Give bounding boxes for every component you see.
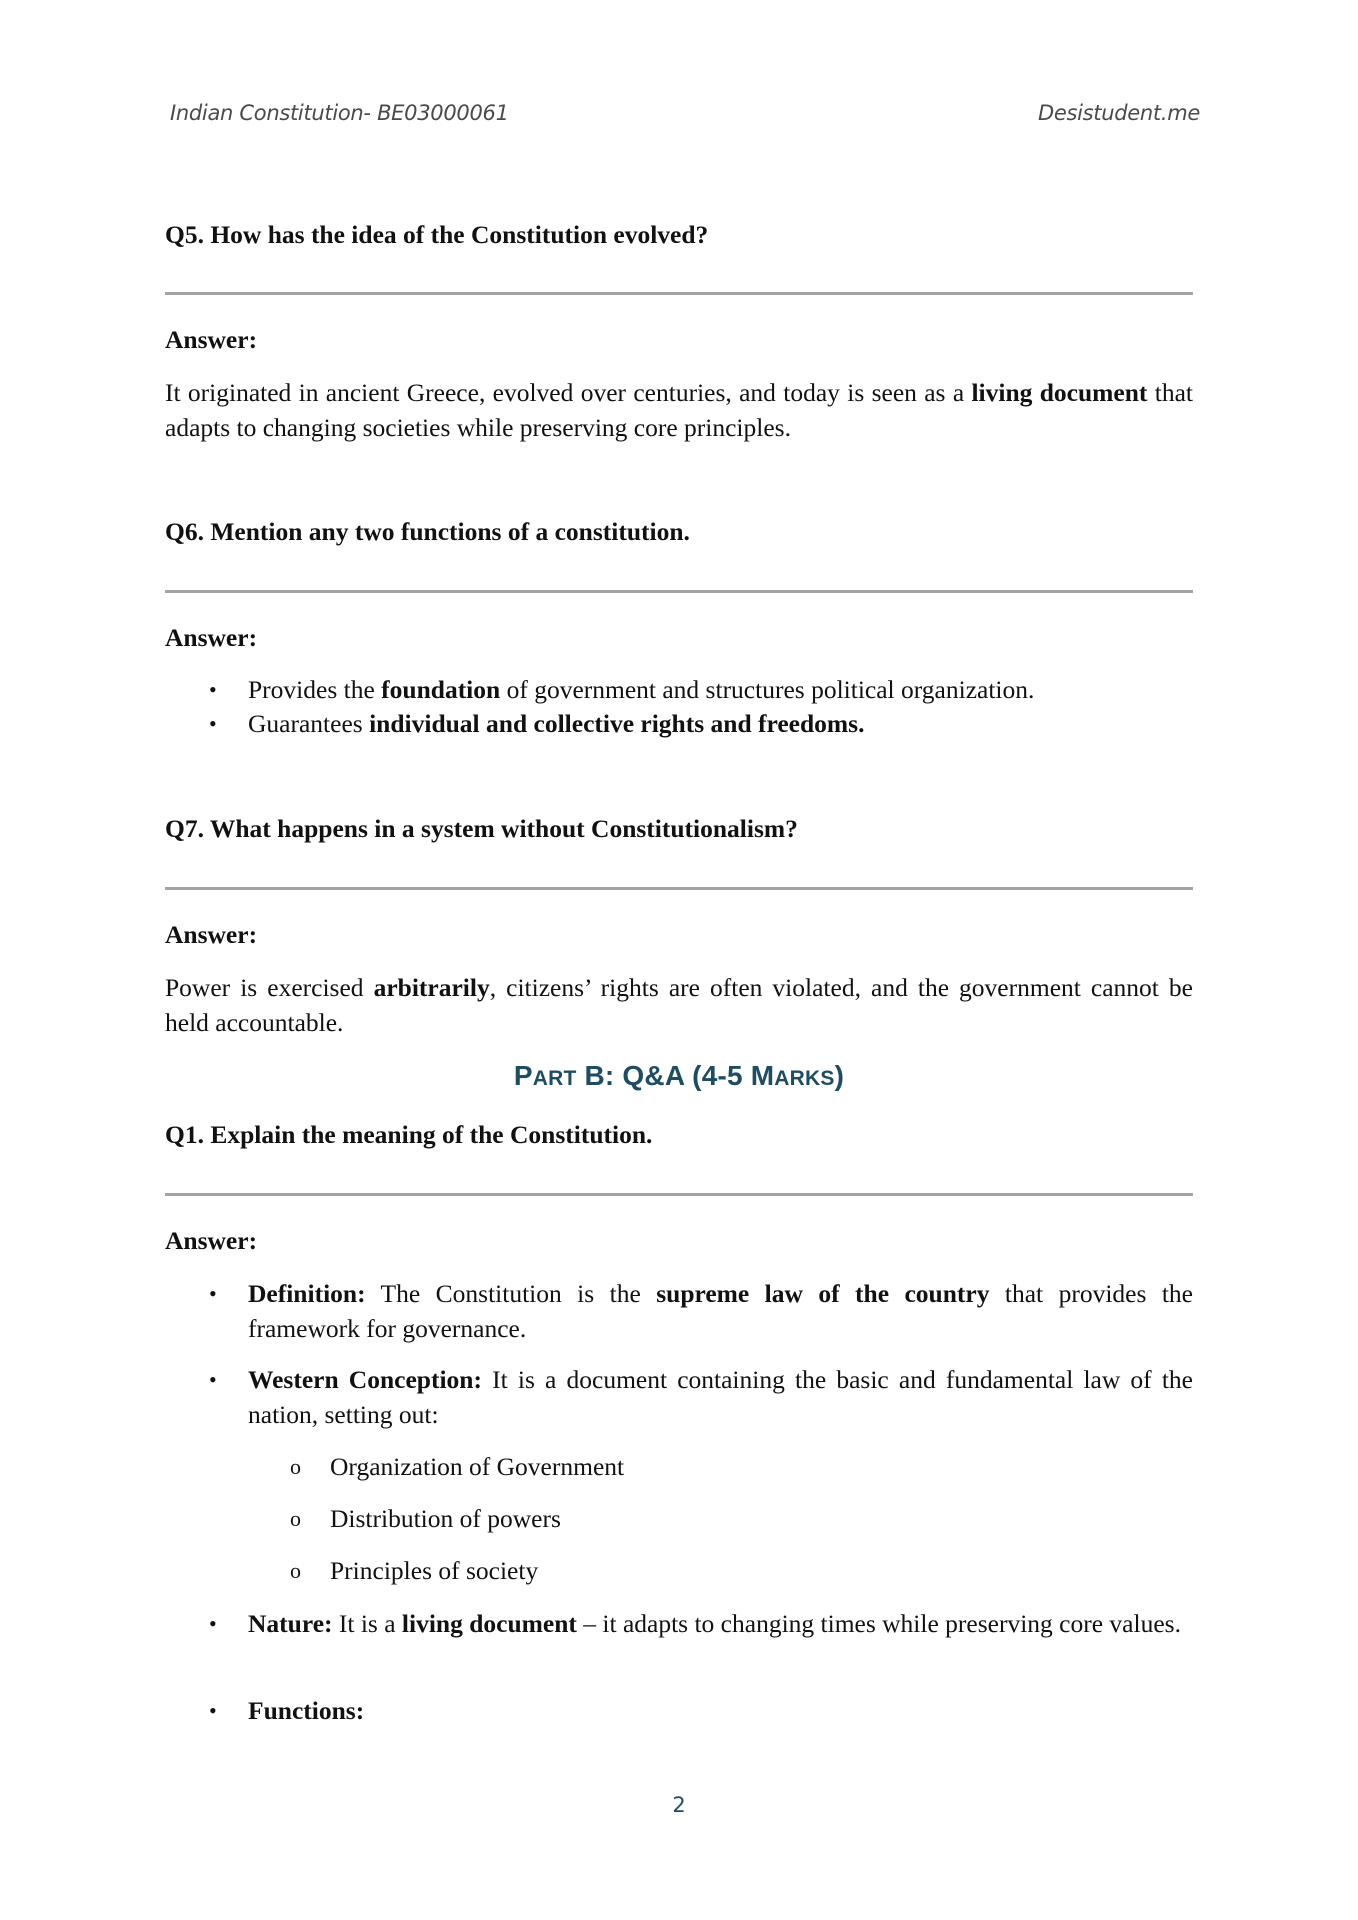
divider-rule bbox=[165, 292, 1193, 295]
divider-rule bbox=[165, 1193, 1193, 1196]
question-q7: Q7. What happens in a system without Constitutionalism? bbox=[165, 814, 798, 843]
list-item-bold: foundation bbox=[381, 675, 501, 704]
list-item-label: Western Conception: bbox=[248, 1365, 482, 1394]
list-item-text: The Constitution is the bbox=[365, 1279, 657, 1308]
list-item-bold: living document bbox=[401, 1609, 577, 1638]
list-item-definition bbox=[165, 1277, 1193, 1346]
sub-list-item-text: Principles of society bbox=[330, 1556, 539, 1585]
question-q6: Q6. Mention any two functions of a constitution. bbox=[165, 517, 690, 546]
bullet-icon: • bbox=[209, 1281, 217, 1306]
sub-list-item bbox=[165, 1502, 1193, 1537]
answer-label: Answer: bbox=[165, 623, 258, 652]
bullet-icon: • bbox=[209, 1698, 217, 1723]
list-item-western-conception bbox=[165, 1363, 1193, 1432]
list-item-text: – it adapts to changing times while preserving core values. bbox=[576, 1609, 1181, 1638]
header-course-title: Indian Constitution- BE03000061 bbox=[170, 101, 509, 125]
list-item bbox=[165, 673, 1193, 708]
list-item-text: Guarantees bbox=[248, 709, 370, 738]
list-item bbox=[165, 707, 1193, 742]
header-site-name: Desistudent.me bbox=[1038, 101, 1200, 125]
list-item-bold: supreme law of the country bbox=[656, 1279, 990, 1308]
bullet-icon: • bbox=[209, 711, 217, 736]
question-q5: Q5. How has the idea of the Constitution evolved? bbox=[165, 220, 709, 249]
list-item-bold: individual and collective rights and freedoms. bbox=[369, 709, 865, 738]
answer-text: , citizens’ rights are often violated, and the government cannot be held accountable. bbox=[165, 973, 1193, 1037]
list-item-text: It is a document containing the basic and fundamental law of the nation, setting out: bbox=[248, 1365, 1193, 1429]
sub-bullet-icon: o bbox=[290, 1558, 301, 1583]
answer-bold-text: arbitrarily bbox=[373, 973, 490, 1002]
answer-q7 bbox=[165, 971, 1193, 1040]
divider-rule bbox=[165, 590, 1193, 593]
list-item-functions bbox=[165, 1694, 1193, 1729]
list-item-text: that provides the framework for governance. bbox=[248, 1279, 1193, 1343]
list-item-text: of government and structures political organization. bbox=[500, 675, 1035, 704]
sub-list-item-text: Organization of Government bbox=[330, 1452, 625, 1481]
answer-text: that adapts to changing societies while preserving core principles. bbox=[165, 378, 1193, 442]
sub-bullet-icon: o bbox=[290, 1506, 301, 1531]
answer-text: Power is exercised bbox=[165, 973, 374, 1002]
answer-q5 bbox=[165, 376, 1193, 445]
bullet-icon: • bbox=[209, 1611, 217, 1636]
answer-bold-text: living document bbox=[971, 378, 1148, 407]
divider-rule bbox=[165, 887, 1193, 890]
question-b-q1: Q1. Explain the meaning of the Constitution. bbox=[165, 1120, 653, 1149]
answer-label: Answer: bbox=[165, 920, 258, 949]
list-item-text: Provides the bbox=[248, 675, 382, 704]
answer-label: Answer: bbox=[165, 1226, 258, 1255]
sub-bullet-icon: o bbox=[290, 1454, 301, 1479]
list-item-label: Functions: bbox=[248, 1696, 365, 1725]
sub-list-item bbox=[165, 1554, 1193, 1589]
page-number: 2 bbox=[672, 1793, 686, 1817]
bullet-icon: • bbox=[209, 1367, 217, 1392]
sub-list-item-text: Distribution of powers bbox=[330, 1504, 561, 1533]
list-item-label: Definition: bbox=[248, 1279, 366, 1308]
list-item-text: It is a bbox=[332, 1609, 402, 1638]
answer-text: It originated in ancient Greece, evolved over centuries, and today is seen as a bbox=[165, 378, 972, 407]
bullet-icon: • bbox=[209, 677, 217, 702]
list-item-label: Nature: bbox=[248, 1609, 333, 1638]
answer-label: Answer: bbox=[165, 325, 258, 354]
list-item-nature bbox=[165, 1607, 1193, 1642]
sub-list-item bbox=[165, 1450, 1193, 1485]
section-heading-part-b: PART B: Q&A (4-5 MARKS) bbox=[513, 1060, 845, 1091]
